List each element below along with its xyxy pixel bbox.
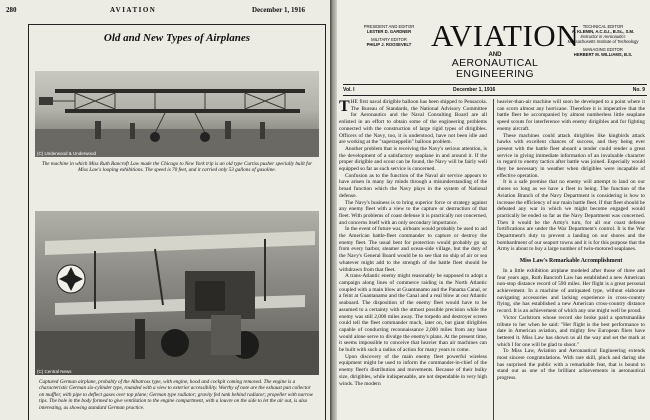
editorial-paragraph: THE first naval dirigible balloon has been shipped to Pensacola. The Bureau of Standards, the National Advisory Committee for Aeronautics and the Naval Consulting Board are all enlisted in an effort to obtain some of the engineering problems connected with the construction of large rigid types of dirigibles. Officers of the Navy, too, it is understood, have not been idle and are working at the "superzeppelin" balloon problem. bbox=[339, 98, 487, 146]
masthead-right-editors: TECHNICAL EDITOR A. KLEMIN, A.C.G.I., B.Sc., S.M. Instructor in Aeronautics Massachusetts Institute of Technology MANAGING EDITOR HERBERT M. WILLIAMS, B.S. bbox=[567, 24, 639, 57]
editorial-paragraph: heavier-than-air machine will soon be developed to a point where it can scorn almost any hurricane. Therefore it is imperative that the battle fleet be accompanied by almost numberless little seaplane speed scouts for interference with enemy dirigibles and for fighting enemy aircraft. bbox=[497, 99, 645, 132]
article-column-2 bbox=[497, 99, 645, 382]
section-heading: Miss Law's Remarkable Accomplishment bbox=[519, 258, 623, 265]
biplane-illustration-2 bbox=[35, 211, 319, 375]
title-aviation: AVIATION bbox=[431, 18, 580, 53]
editorial-paragraph: To Miss Law, Aviation and Aeronautical Engineering extends most sincere congratulations. With rare skill, pluck and daring she has surprised the public with a remarkable feat, that is bound to stand out as one of the brilliant achievements in aeronautical progress. bbox=[497, 348, 645, 382]
volume: Vol. I bbox=[343, 87, 355, 93]
running-date: December 1, 1916 bbox=[252, 6, 305, 14]
masthead-rule-bottom bbox=[343, 95, 647, 96]
editorial-paragraph: Upon discovery of the main enemy fleet powerful wireless equipment might be used to inform the commander-in-chief of the enemy fleet's distribution and movements. Because of their bulky size, dirigibles, while indispensable, are not dependable in very high winds. The modern bbox=[339, 353, 487, 387]
editorial-paragraph: A trans-Atlantic enemy might reasonably be supposed to adopt a campaign along lines of commerce raiding in the North Atlantic coupled with a main blow at Guantanamo and the Panama Canal, or a feint at Guantanamo and the Canal and a real blow at our Atlantic seaboard. The disposition of the enemy fleet would have to be assumed to a certainty with the utmost possible precision while the enemy was still 2,000 miles away. The torpedo and destroyer screen could tell the fleet commander much, later on, but giant dirigibles capable of conducting reconnaissance 2,000 miles from any base would alone serve to divulge the enemy's plans. At the present time, it seems impossible to conceive that heavier than air machines can be built with such a radius of action for many years to come. bbox=[339, 273, 487, 354]
masthead-title bbox=[431, 18, 580, 80]
article-column-1 bbox=[339, 99, 487, 387]
editorial-paragraph: In the event of future war, airboats would probably be used to aid the American battle-fleet commander to capture or destroy the enemy fleet. The usual bent for protection would probably go up from every harbor, steamer and ocean-side village, but the duty of the Navy's General Board would be to see that no ship of air or sea whatever might add to the strength of the battle fleet should be withdrawn from that fleet. bbox=[339, 226, 487, 273]
photo2-credit: (C) Central News bbox=[37, 369, 72, 374]
issue-number: No. 9 bbox=[632, 87, 645, 93]
editorial-paragraph: In a little exhibition airplane modeled after those of three and four years ago, Ruth Bancroft Law has established a new American non-stop distance record of 590 miles. Her flight is a great personal achievement. In a machine of antiquated type, without elaborate navigating accessories and lacking experience in cross-country flying, she has established a new American cross-country distance record. It is an achievement of which any one might well be proud. bbox=[497, 267, 645, 315]
editorial-paragraph: Victor Carlstrom whose record she broke paid a sportsmanlike tribute to her when he said: "Her flight is the best performance to date in American aviation, and mighty few European fliers have bettered it. Miss Law has shown us all the way and set the mark at which I for one will be glad to shoot." bbox=[497, 314, 645, 348]
book-gutter bbox=[330, 0, 337, 420]
photo-plate bbox=[28, 24, 326, 420]
editorial-paragraph: These machines could attack dirigibles like kingbirds attack hawks with excellent chances of success, and they being ever present with the battle fleet aboard a tender could render a great service in giving immediate information of an invaluable character in regard to enemy tactics after battle was joined. Especially would they be necessary in weather when dirigibles were incapable of effective operation. bbox=[497, 132, 645, 179]
german-airplane-photo bbox=[35, 211, 319, 375]
editorial-paragraph: Another problem that is receiving the Navy's serious attention, is the development of a satisfactory seaplane in and around it. If the proper dirigible and scout can be found, the Navy will be fairly well equipped so far as such service is concerned. bbox=[339, 145, 487, 173]
photo1-credit: (C) Underwood & Underwood bbox=[37, 151, 97, 156]
biplane-illustration-1 bbox=[35, 71, 319, 157]
plate-title: Old and New Types of Airplanes bbox=[103, 32, 251, 44]
page-number: 280 bbox=[6, 6, 17, 14]
drop-cap: T bbox=[339, 98, 350, 115]
running-title: AVIATION bbox=[110, 6, 157, 14]
editorial-paragraph: It is a safe premise that no enemy will attempt to land on our shores so long as we have a fleet in being. The function of the Aviation Branch of the Navy Department is considering is how to increase the efficiency of our main battle fleet. If that fleet should be defeated any war in which we might become engaged would practically be ended so far as the Navy Department was concerned. Then it would be the Army's turn, for all our coast defense fortifications are under the War Department's control. It is the War Department's duty to prevent a landing on our shores and the bombardment of our seaport towns and it is for this purpose that the Army is about to buy a large number of twin-motored seaplanes. bbox=[497, 179, 645, 253]
masthead-rule-top bbox=[343, 84, 647, 85]
editorial-paragraph: The Navy's business is to bring superior force or strategy against any enemy fleet with a view to the capture or destruction of that fleet. With problems of coast defense it is practically not concerned, and concerns itself with an only secondary importance. bbox=[339, 199, 487, 226]
masthead-left-editors: PRESIDENT AND EDITOR LESTER D. GARDNER MILITARY EDITOR PHILIP J. ROOSEVELT bbox=[363, 24, 415, 47]
editorial-paragraph: Confusion as to the function of the Naval air service appears to have arisen in many lay minds through a misunderstanding of the broad function which the Navy plays in the system of National defense. bbox=[339, 172, 487, 199]
curtiss-pusher-photo bbox=[35, 71, 319, 157]
issue-date: December 1, 1916 bbox=[453, 87, 496, 93]
column-divider bbox=[493, 99, 494, 420]
title-aeronautical-engineering: AERONAUTICAL ENGINEERING bbox=[451, 57, 539, 80]
title-and: AND bbox=[488, 52, 502, 58]
caption-german: Captured German airplane, probably of the Albatross type, with engine, hood and cockpit coming removed. The engine is a characteristic German six-cylinder type, rounded with a view to exterior accessibility. Worthy of note are the exhaust pan collector on muffler, with pipe to deflect gases over top plane; German type radiator; gravity fed tank behind radiator; propeller with narrow tips. The hole in the body formed to give ventilation to the engine compartment, with a louvre on the side to let the air out, is also interesting, as showing standard German practice. bbox=[39, 379, 314, 411]
right-page bbox=[337, 0, 650, 420]
caption-curtiss: The machine in which Miss Ruth Bancroft Law made the Chicago to New York trip is an old type Curtiss pusher specially built for Miss Law's looping exhibitions. The speed is 70 feet, and it carried only 53 gallons of gasoline. bbox=[41, 161, 313, 174]
